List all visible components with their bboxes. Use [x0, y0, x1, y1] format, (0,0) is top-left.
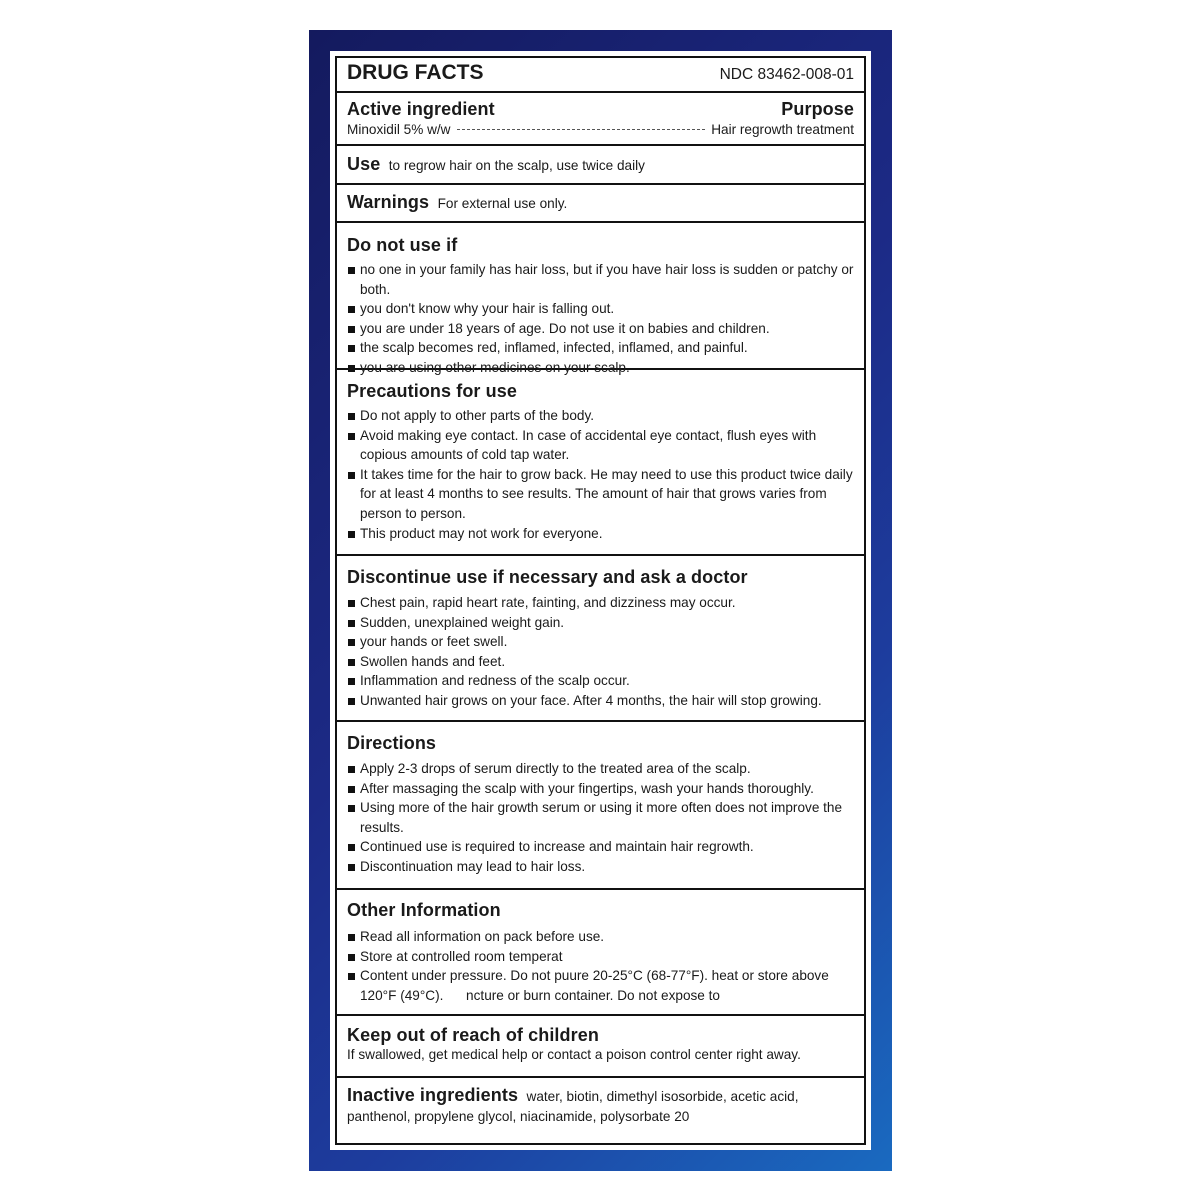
- ndc-number: NDC 83462-008-01: [719, 66, 854, 83]
- use-section: [337, 146, 864, 185]
- warnings-text: For external use only.: [437, 196, 568, 211]
- list-item: Chest pain, rapid heart rate, fainting, and dizziness may occur.: [347, 593, 854, 613]
- list-item: you are using other medicines on your scalp.: [347, 358, 854, 378]
- precautions-list: [347, 406, 854, 543]
- drug-facts-title: DRUG FACTS: [347, 61, 484, 84]
- list-item: Continued use is required to increase and maintain hair regrowth.: [347, 837, 854, 857]
- dotted-leader: [457, 129, 706, 130]
- use-text: to regrow hair on the scalp, use twice daily: [388, 158, 645, 173]
- discontinue-heading: Discontinue use if necessary and ask a doctor: [347, 567, 748, 587]
- warnings-heading: Warnings: [347, 192, 430, 212]
- do-not-use-section: [337, 223, 864, 375]
- list-item: Sudden, unexplained weight gain.: [347, 613, 854, 633]
- use-heading: Use: [347, 154, 381, 174]
- list-item: Discontinuation may lead to hair loss.: [347, 857, 854, 877]
- purpose-heading: Purpose: [781, 99, 854, 119]
- list-item: no one in your family has hair loss, but if you have hair loss is sudden or patchy or both.: [347, 260, 854, 299]
- drug-facts-header: [337, 58, 864, 93]
- discontinue-section: [337, 556, 864, 722]
- list-item: your hands or feet swell.: [347, 632, 854, 652]
- inactive-ingredients-section: [337, 1078, 864, 1143]
- list-item: Using more of the hair growth serum or using it more often does not improve the results.: [347, 798, 854, 837]
- precautions-section: [337, 370, 864, 556]
- list-item: Apply 2-3 drops of serum directly to the treated area of the scalp.: [347, 759, 854, 779]
- directions-section: [337, 722, 864, 890]
- label-background-panel: [309, 30, 892, 1171]
- active-ingredient-section: [337, 93, 864, 146]
- drug-facts-box: [335, 56, 866, 1145]
- label-white-frame: [330, 51, 871, 1150]
- list-item: It takes time for the hair to grow back. He may need to use this product twice daily for at least 4 months to see results. The amount of hair that grows varies from person to person.: [347, 465, 854, 524]
- list-item: you are under 18 years of age. Do not use it on babies and children.: [347, 319, 854, 339]
- list-item: This product may not work for everyone.: [347, 524, 854, 544]
- list-item: After massaging the scalp with your fingertips, wash your hands thoroughly.: [347, 779, 854, 799]
- keep-out-of-reach-text: If swallowed, get medical help or contact a poison control center right away.: [347, 1047, 801, 1062]
- list-item: you don't know why your hair is falling out.: [347, 299, 854, 319]
- list-item: Unwanted hair grows on your face. After 4 months, the hair will stop growing.: [347, 691, 854, 711]
- list-item: Read all information on pack before use.: [347, 927, 854, 947]
- directions-heading: Directions: [347, 733, 437, 753]
- warnings-section: [337, 185, 864, 223]
- purpose-text: Hair regrowth treatment: [711, 122, 854, 137]
- other-information-section: [337, 890, 864, 1016]
- keep-out-of-reach-heading: Keep out of reach of children: [347, 1025, 599, 1045]
- other-information-heading: Other Information: [347, 900, 501, 920]
- inactive-ingredients-heading: Inactive ingredients: [347, 1085, 519, 1105]
- list-item: Avoid making eye contact. In case of accidental eye contact, flush eyes with copious amounts of cold tap water.: [347, 426, 854, 465]
- directions-list: [347, 759, 854, 877]
- list-item: Swollen hands and feet.: [347, 652, 854, 672]
- list-item: Do not apply to other parts of the body.: [347, 406, 854, 426]
- other-information-list: [347, 927, 854, 1005]
- inactive-ingredients-text: water, biotin, dimethyl isosorbide, acetic acid, panthenol, propylene glycol, niacinamide, polysorbate 20: [347, 1089, 799, 1124]
- list-item: the scalp becomes red, inflamed, infected, inflamed, and painful.: [347, 338, 854, 358]
- list-item: Inflammation and redness of the scalp occur.: [347, 671, 854, 691]
- precautions-heading: Precautions for use: [347, 381, 517, 401]
- do-not-use-heading: Do not use if: [347, 235, 458, 255]
- list-item: Store at controlled room temperat: [347, 947, 854, 967]
- keep-out-of-reach-section: [337, 1016, 864, 1078]
- do-not-use-list: [347, 260, 854, 378]
- active-ingredient-heading: Active ingredient: [347, 99, 495, 119]
- list-item: Content under pressure. Do not puure 20-25°C (68-77°F). heat or store above 120°F (49°C). ncture or burn container. Do not expose to: [347, 966, 854, 1005]
- discontinue-list: [347, 593, 854, 711]
- active-ingredient-name: Minoxidil 5% w/w: [347, 122, 451, 137]
